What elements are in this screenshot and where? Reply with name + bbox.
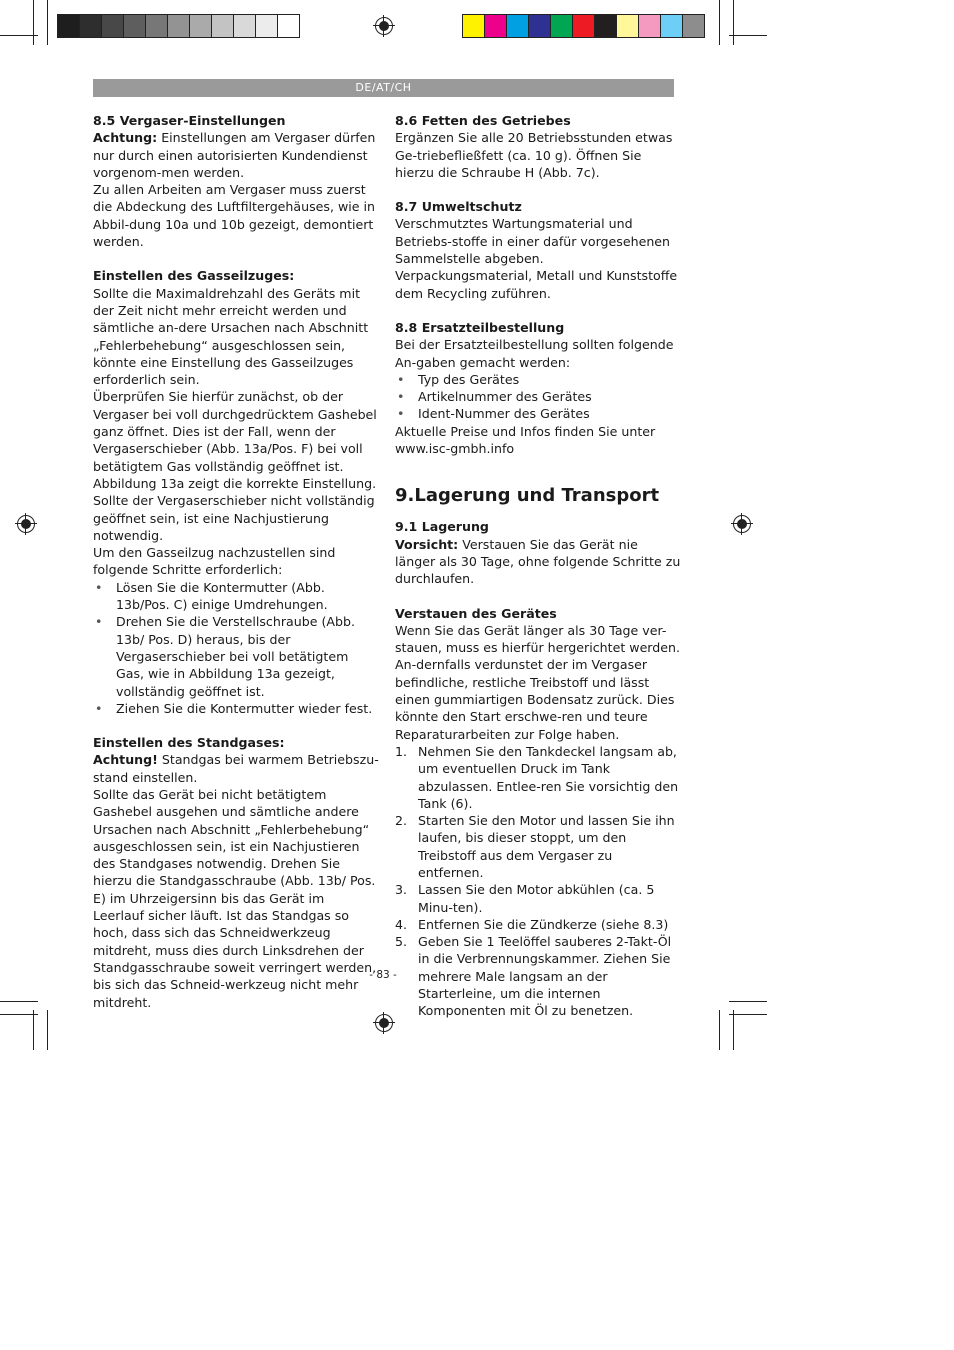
paragraph: [395, 536, 681, 588]
color-swatch: [146, 15, 168, 37]
paragraph: Verpackungsmaterial, Metall und Kunststoffe dem Recycling zuführen.: [395, 268, 678, 301]
subsection-title: Einstellen des Gasseilzuges:: [93, 268, 295, 284]
list-text: Entfernen Sie die Zündkerze (siehe 8.3): [418, 916, 669, 932]
paragraph: Wenn Sie das Gerät länger als 30 Tage ver-stauen, muss es hierfür hergerichtet werden. An-dernfalls verdunstet der im Vergaser befindliche, restliche Treibstoff und lässt einen gummiartigen Bodensatz zurück. Dies könnte den Start erschwe-ren und teure Reparaturarbeiten zur Folge haben.: [395, 622, 680, 742]
list-item: • Ident-Nummer des Gerätes: [395, 405, 681, 422]
color-swatch: [278, 15, 299, 37]
gray-color-bar: [57, 14, 300, 38]
chapter-title: 9.Lagerung und Transport: [395, 485, 660, 507]
list-item: • Drehen Sie die Verstellschraube (Abb. 13b/ Pos. D) heraus, bis der Vergaserschieber bei voll betätigtem Gas, wie in Abbildung 13a gezeigt, vollständig geöffnet ist.: [93, 613, 379, 699]
color-swatch: [617, 15, 639, 37]
left-column: [93, 112, 379, 1011]
color-swatch: [256, 15, 278, 37]
subsection-title: Verstauen des Gerätes: [395, 605, 557, 621]
process-color-bar: [462, 14, 705, 38]
crop-mark: [729, 1014, 767, 1015]
color-swatch: [190, 15, 212, 37]
list-number: 2.: [395, 813, 408, 829]
color-swatch: [551, 15, 573, 37]
section-title: 8.6 Fetten des Getriebes: [395, 113, 571, 128]
color-swatch: [485, 15, 507, 37]
color-swatch: [102, 15, 124, 37]
list-text: Nehmen Sie den Tankdeckel langsam ab, um eventuellen Druck im Tank abzulassen. Entlee-ren Sie vorsichtig den Tank (6).: [418, 743, 679, 811]
warning-label: Achtung!: [93, 752, 158, 768]
crop-mark: [33, 0, 34, 45]
paragraph: Sollte die Maximaldrehzahl des Geräts mit der Zeit nicht mehr erreicht werden und sämtliche an-dere Ursachen nach Abschnitt „Fehlerbehebung“ ausgeschlossen sein, könnte eine Einstellung des Gasseilzuges erforderlich sein.: [93, 285, 369, 388]
right-column: [395, 112, 681, 1020]
crop-mark: [733, 0, 734, 45]
registration-mark-icon: [17, 515, 35, 533]
crop-mark: [729, 1001, 767, 1002]
crop-mark: [719, 0, 720, 45]
crop-mark: [47, 1010, 48, 1050]
paragraph: Zu allen Arbeiten am Vergaser muss zuerst die Abdeckung des Luftfiltergehäuses, wie in Abbil-dung 10a und 10b gezeigt, demontiert werden.: [93, 182, 376, 250]
color-swatch: [234, 15, 256, 37]
section-title: 8.5 Vergaser-Einstellungen: [93, 113, 286, 128]
paragraph: Überprüfen Sie hierfür zunächst, ob der Vergaser bei voll durchgedrücktem Gashebel ganz öffnet. Dies ist der Fall, wenn der Vergaserschieber (Abb. 13a/Pos. F) bei voll betätigtem Gas vollständig geöffnet ist. Abbildung 13a zeigt die korrekte Einstellung. Sollte der Vergaserschieber nicht vollständig geöffnet sein, ist eine Nachjustierung notwendig.: [93, 389, 377, 543]
list-item: • Ziehen Sie die Kontermutter wieder fest.: [93, 700, 379, 717]
registration-mark-icon: [733, 515, 751, 533]
color-swatch: [683, 15, 704, 37]
page-number: - 83 -: [369, 969, 397, 981]
color-swatch: [168, 15, 190, 37]
list-item: • Artikelnummer des Gerätes: [395, 388, 681, 405]
warning-text: Einstellungen am Vergaser dürfen nur durch einen autorisierten Kundendienst vorgenom-men werden.: [93, 130, 376, 180]
list-item: • Typ des Gerätes: [395, 371, 681, 388]
paragraph: [93, 751, 379, 786]
color-swatch: [661, 15, 683, 37]
crop-mark: [0, 1001, 38, 1002]
color-swatch: [212, 15, 234, 37]
list-number: 5.: [395, 934, 408, 950]
crop-mark: [47, 0, 48, 45]
color-swatch: [595, 15, 617, 37]
color-swatch: [463, 15, 485, 37]
paragraph: [93, 129, 379, 181]
subsection-title: Einstellen des Standgases:: [93, 735, 285, 751]
list-text: Geben Sie 1 Teelöffel sauberes 2-Takt-Öl in die Verbrennungskammer. Ziehen Sie mehrere Male langsam an der Starterleine, um die internen Komponenten mit Öl zu benetzen.: [418, 934, 672, 1019]
crop-mark: [729, 35, 767, 36]
color-swatch: [124, 15, 146, 37]
section-title: 8.7 Umweltschutz: [395, 199, 522, 215]
list-number: 1.: [395, 743, 408, 759]
list-number: 4.: [395, 916, 408, 932]
color-swatch: [58, 15, 80, 37]
registration-mark-icon: [375, 1014, 393, 1032]
crop-mark: [733, 1010, 734, 1050]
paragraph: Ergänzen Sie alle 20 Betriebsstunden etwas Ge-triebefließfett (ca. 10 g). Öffnen Sie hierzu die Schraube H (Abb. 7c).: [395, 130, 673, 180]
list-number: 3.: [395, 882, 408, 898]
paragraph: Bei der Ersatzteilbestellung sollten folgende An-gaben gemacht werden:: [395, 337, 674, 370]
list-item: [395, 743, 681, 812]
registration-mark-icon: [375, 17, 393, 35]
list-item: • Lösen Sie die Kontermutter (Abb. 13b/Pos. C) einige Umdrehungen.: [93, 579, 379, 614]
crop-mark: [33, 1010, 34, 1050]
crop-mark: [719, 1010, 720, 1050]
warning-text: Standgas bei warmem Betriebszu-stand einstellen.: [93, 752, 379, 785]
warning-label: Achtung:: [93, 130, 158, 146]
color-swatch: [529, 15, 551, 37]
list-item: [395, 881, 681, 916]
warning-text: Verstauen Sie das Gerät nie länger als 30 Tage, ohne folgende Schritte zu durchlaufen.: [395, 536, 681, 587]
color-swatch: [639, 15, 661, 37]
paragraph: Sollte das Gerät bei nicht betätigtem Gashebel ausgehen und sämtliche andere Ursachen nach Abschnitt „Fehlerbehebung“ ausgeschlossen sein, ist ein Nachjustieren des Standgases notwendig. Drehen Sie hierzu die Standgasschraube (Abb. 13b/ Pos. E) im Uhrzeigersinn bis das Gerät im Leerlauf sicher läuft. Ist das Standgas so hoch, dass sich das Schneidwerkzeug mitdreht, muss dies durch Linksdrehen der Standgasschraube soweit verringert werden, bis sich das Schneid-werkzeug nicht mehr mitdreht.: [93, 786, 377, 1010]
list-item: [395, 812, 681, 881]
paragraph: Aktuelle Preise und Infos finden Sie unter www.isc-gmbh.info: [395, 423, 656, 457]
list-item: [395, 916, 681, 933]
section-title: 9.1 Lagerung: [395, 519, 489, 535]
list-text: Starten Sie den Motor und lassen Sie ihn laufen, bis dieser stoppt, um den Treibstoff aus dem Vergaser zu entfernen.: [418, 813, 675, 880]
paragraph: Um den Gasseilzug nachzustellen sind folgende Schritte erforderlich:: [93, 545, 336, 578]
section-title: 8.8 Ersatzteilbestellung: [395, 319, 565, 335]
bullet-list: [93, 579, 379, 717]
bullet-list: [395, 371, 681, 423]
list-text: Lassen Sie den Motor abkühlen (ca. 5 Minu-ten).: [418, 882, 655, 915]
language-header: DE/AT/CH: [93, 79, 674, 97]
color-swatch: [80, 15, 102, 37]
warning-label: Vorsicht:: [395, 536, 459, 552]
color-swatch: [507, 15, 529, 37]
paragraph: Verschmutztes Wartungsmaterial und Betriebs-stoffe in einer dafür vorgesehenen Sammelstelle abgeben.: [395, 216, 671, 267]
color-swatch: [573, 15, 595, 37]
